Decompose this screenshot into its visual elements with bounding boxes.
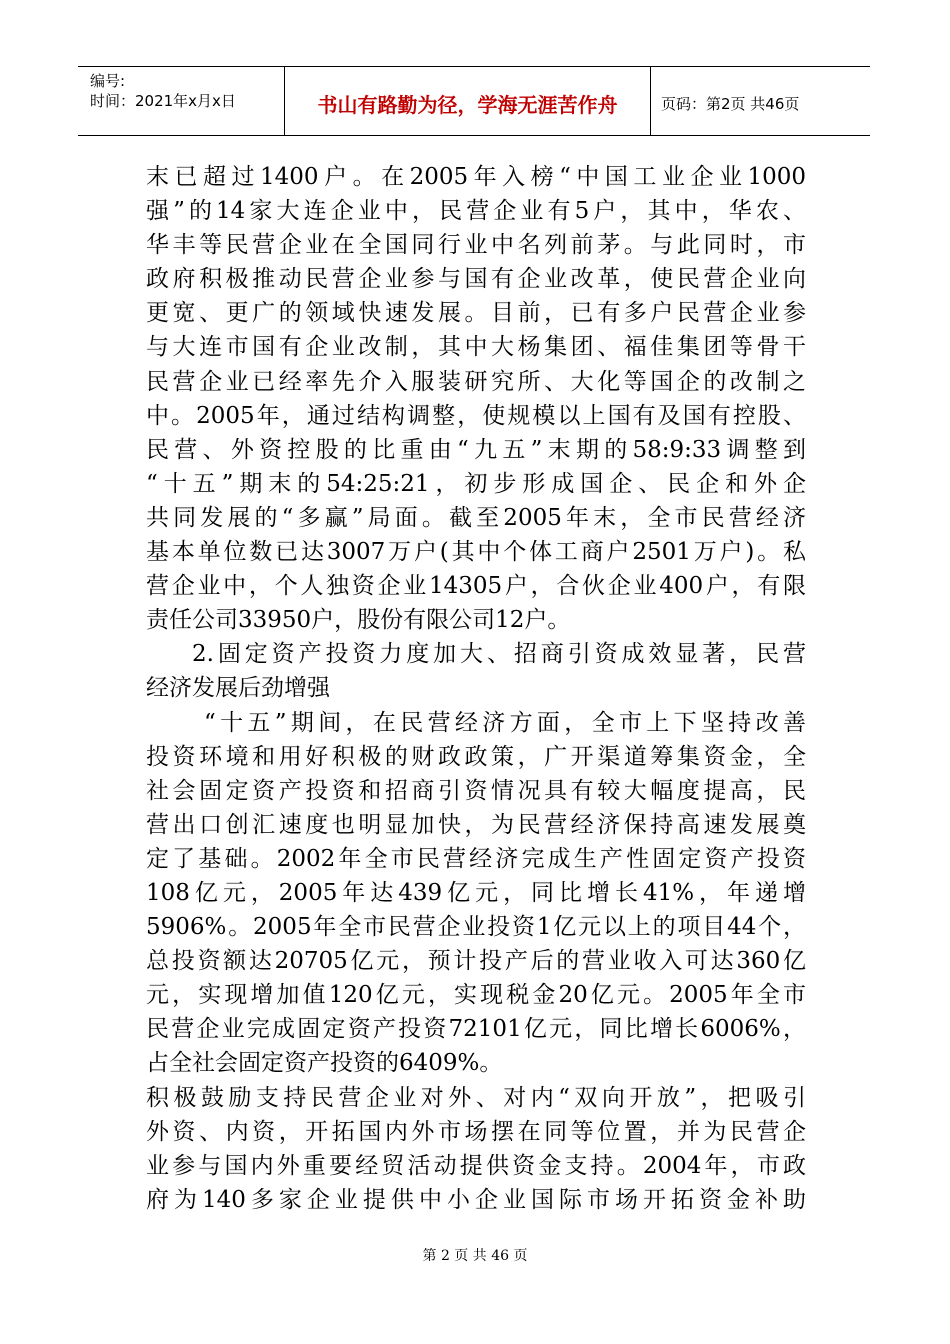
text-line: 总投资额达20705亿元，预计投产后的营业收入可达360亿 [146, 948, 806, 975]
text-line: 民营、外资控股的比重由“九五”末期的58:9:33调整到 [146, 436, 806, 463]
text-line: 强”的14家大连企业中，民营企业有5户，其中，华农、 [146, 198, 806, 225]
text-line: 营出口创汇速度也明显加快，为民营经济保持高速发展奠 [146, 811, 806, 838]
text-line: 业参与国内外重要经贸活动提供资金支持。2004年，市政 [146, 1152, 806, 1179]
text-line: 责任公司33950户，股份有限公司12户。 [146, 607, 571, 634]
document-body [146, 160, 806, 1217]
text-line: 外资、内资，开拓国内外市场摆在同等位置，并为民营企 [146, 1118, 806, 1145]
text-line: 中。2005年，通过结构调整，使规模以上国有及国有控股、 [146, 402, 806, 429]
text-line: 社会固定资产投资和招商引资情况具有较大幅度提高，民 [146, 777, 806, 804]
text-line: “十五”期间，在民营经济方面，全市上下坚持改善 [204, 709, 806, 736]
document-time-label: 时间：2021年x月x日 [90, 92, 236, 110]
header-motto: 书山有路勤为径，学海无涯苦作舟 [285, 67, 651, 135]
page-header [78, 66, 870, 136]
text-line: 末已超过1400户。在2005年入榜“中国工业企业1000 [146, 164, 806, 190]
text-line: 更宽、更广的领域快速发展。目前，已有多户民营企业参 [146, 300, 806, 327]
text-line: 府为140多家企业提供中小企业国际市场开拓资金补助 [146, 1186, 806, 1213]
document-number-label: 编号: [90, 72, 126, 90]
text-line: 投资环境和用好积极的财政政策，广开渠道筹集资金，全 [146, 743, 806, 770]
text-line: 108亿元，2005年达439亿元，同比增长41%，年递增 [146, 879, 806, 906]
header-page-label: 页码：第2页 共46页 [661, 94, 800, 113]
text-line: 基本单位数已达3007万户(其中个体工商户2501万户)。私 [146, 539, 806, 566]
text-line: 民营企业完成固定资产投资72101亿元，同比增长6006%， [146, 1016, 806, 1043]
text-line: 积极鼓励支持民营企业对外、对内“双向开放”，把吸引 [146, 1084, 806, 1111]
header-meta [78, 67, 285, 135]
text-line: 与大连市国有企业改制，其中大杨集团、福佳集团等骨干 [146, 334, 806, 361]
text-line: 政府积极推动民营企业参与国有企业改革，使民营企业向 [146, 266, 806, 293]
text-line: 元，实现增加值120亿元，实现税金20亿元。2005年全市 [146, 982, 806, 1009]
text-line: “十五”期末的54:25:21，初步形成国企、民企和外企 [146, 470, 806, 497]
text-line: 民营企业已经率先介入服装研究所、大化等国企的改制之 [146, 368, 806, 395]
text-line: 共同发展的“多赢”局面。截至2005年末，全市民营经济 [146, 504, 806, 531]
text-line: 定了基础。2002年全市民营经济完成生产性固定资产投资 [146, 845, 806, 872]
text-line: 华丰等民营企业在全国同行业中名列前茅。与此同时，市 [146, 232, 806, 259]
text-line: 经济发展后劲增强 [146, 675, 330, 702]
text-line: 占全社会固定资产投资的6409%。 [146, 1050, 503, 1077]
page-footer: 第 2 页 共 46 页 [422, 1248, 528, 1264]
text-line: 营企业中，个人独资企业14305户，合伙企业400户，有限 [146, 573, 806, 600]
text-line: 2.固定资产投资力度加大、招商引资成效显著，民营 [192, 641, 806, 668]
text-line: 5906%。2005年全市民营企业投资1亿元以上的项目44个， [146, 914, 806, 941]
